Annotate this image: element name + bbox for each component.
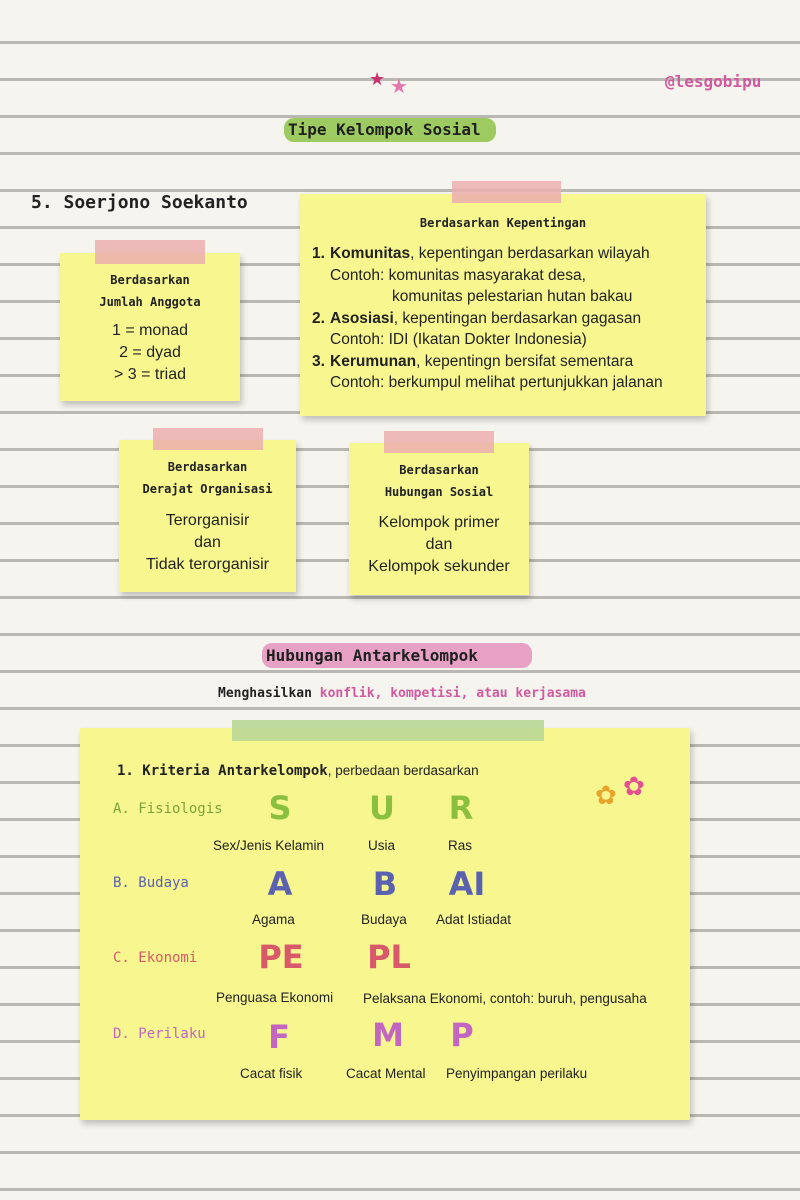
note-heading: Hubungan Sosial <box>384 485 494 499</box>
criteria-caption: Penguasa Ekonomi <box>216 990 334 1005</box>
criteria-letter: U <box>369 789 395 827</box>
list-example: Contoh: komunitas masyarakat desa, <box>330 266 586 284</box>
section-subtitle: Menghasilkan konflik, kompetisi, atau kerjasama <box>218 686 586 701</box>
criteria-caption: Usia <box>368 838 396 853</box>
section-title: Tipe Kelompok Sosial <box>288 120 481 139</box>
list-item: 3. Kerumunan, kepentingn bersifat sementara <box>312 352 634 370</box>
list-item: 1. Komunitas, kepentingan berdasarkan wilayah <box>312 245 650 262</box>
list-item: 2. Asosiasi, kepentingan berdasarkan gagasan <box>312 309 642 327</box>
criteria-caption: Agama <box>252 912 295 927</box>
note-kepentingan <box>300 194 706 416</box>
criteria-caption: Budaya <box>361 912 407 927</box>
list-example: Contoh: IDI (Ikatan Dokter Indonesia) <box>330 331 587 348</box>
author-heading: 5. Soerjono Soekanto <box>31 192 248 213</box>
criteria-letter: M <box>372 1016 404 1054</box>
criteria-letter: AI <box>448 865 486 903</box>
tape <box>95 240 205 264</box>
criteria-caption: Cacat Mental <box>346 1066 426 1081</box>
note-heading: Derajat Organisasi <box>142 482 273 496</box>
tape <box>452 181 561 203</box>
criteria-label: A. Fisiologis <box>113 801 223 817</box>
note-heading: Berdasarkan Kepentingan <box>419 216 587 230</box>
criteria-heading: 1. Kriteria Antarkelompok, perbedaan berdasarkan <box>117 763 479 779</box>
criteria-label: C. Ekonomi <box>113 950 198 966</box>
note-heading: Berdasarkan <box>110 273 190 287</box>
note-heading: Berdasarkan <box>167 460 248 474</box>
section-title: Hubungan Antarkelompok <box>266 646 478 665</box>
note-line: 2 = dyad <box>119 344 181 361</box>
list-example: komunitas pelestarian hutan bakau <box>392 288 633 305</box>
criteria-caption: Penyimpangan perilaku <box>446 1066 588 1081</box>
star-icon: ★ <box>369 69 386 89</box>
list-example: Contoh: berkumpul melihat pertunjukkan jalanan <box>330 374 663 391</box>
author-handle: @lesgobipu <box>665 72 762 91</box>
criteria-letter: R <box>448 789 474 827</box>
note-line: dan <box>425 536 453 553</box>
star-icon: ★ <box>390 76 408 98</box>
note-jumlah-anggota <box>60 253 240 401</box>
note-line: dan <box>194 534 221 551</box>
criteria-caption: Pelaksana Ekonomi, contoh: buruh, pengusaha <box>363 991 647 1006</box>
tape <box>232 720 544 741</box>
criteria-label: D. Perilaku <box>113 1026 206 1042</box>
criteria-caption: Cacat fisik <box>240 1066 303 1081</box>
note-heading: Jumlah Anggota <box>99 295 201 309</box>
criteria-caption: Sex/Jenis Kelamin <box>213 838 325 853</box>
criteria-letter: PL <box>367 938 411 976</box>
tape <box>153 428 263 450</box>
flower-icon: ✿ <box>623 771 645 801</box>
note-hubungan-sosial <box>349 443 529 595</box>
criteria-letter: P <box>450 1016 474 1054</box>
note-derajat-organisasi <box>119 440 296 592</box>
criteria-label: B. Budaya <box>113 875 189 891</box>
criteria-caption: Ras <box>448 838 473 853</box>
note-line: 1 = monad <box>111 322 189 339</box>
criteria-caption: Adat Istiadat <box>436 912 512 927</box>
criteria-letter: S <box>268 789 292 827</box>
criteria-letter: A <box>267 865 293 903</box>
tape <box>384 431 494 453</box>
note-line: > 3 = triad <box>113 366 187 383</box>
criteria-letter: PE <box>258 938 304 976</box>
note-line: Terorganisir <box>165 512 250 529</box>
note-line: Kelompok sekunder <box>368 558 510 575</box>
criteria-letter: F <box>268 1018 290 1056</box>
flower-icon: ✿ <box>595 780 617 810</box>
note-heading: Berdasarkan <box>399 463 479 477</box>
note-line: Tidak terorganisir <box>145 556 269 573</box>
note-line: Kelompok primer <box>378 514 500 531</box>
criteria-letter: B <box>372 865 398 903</box>
